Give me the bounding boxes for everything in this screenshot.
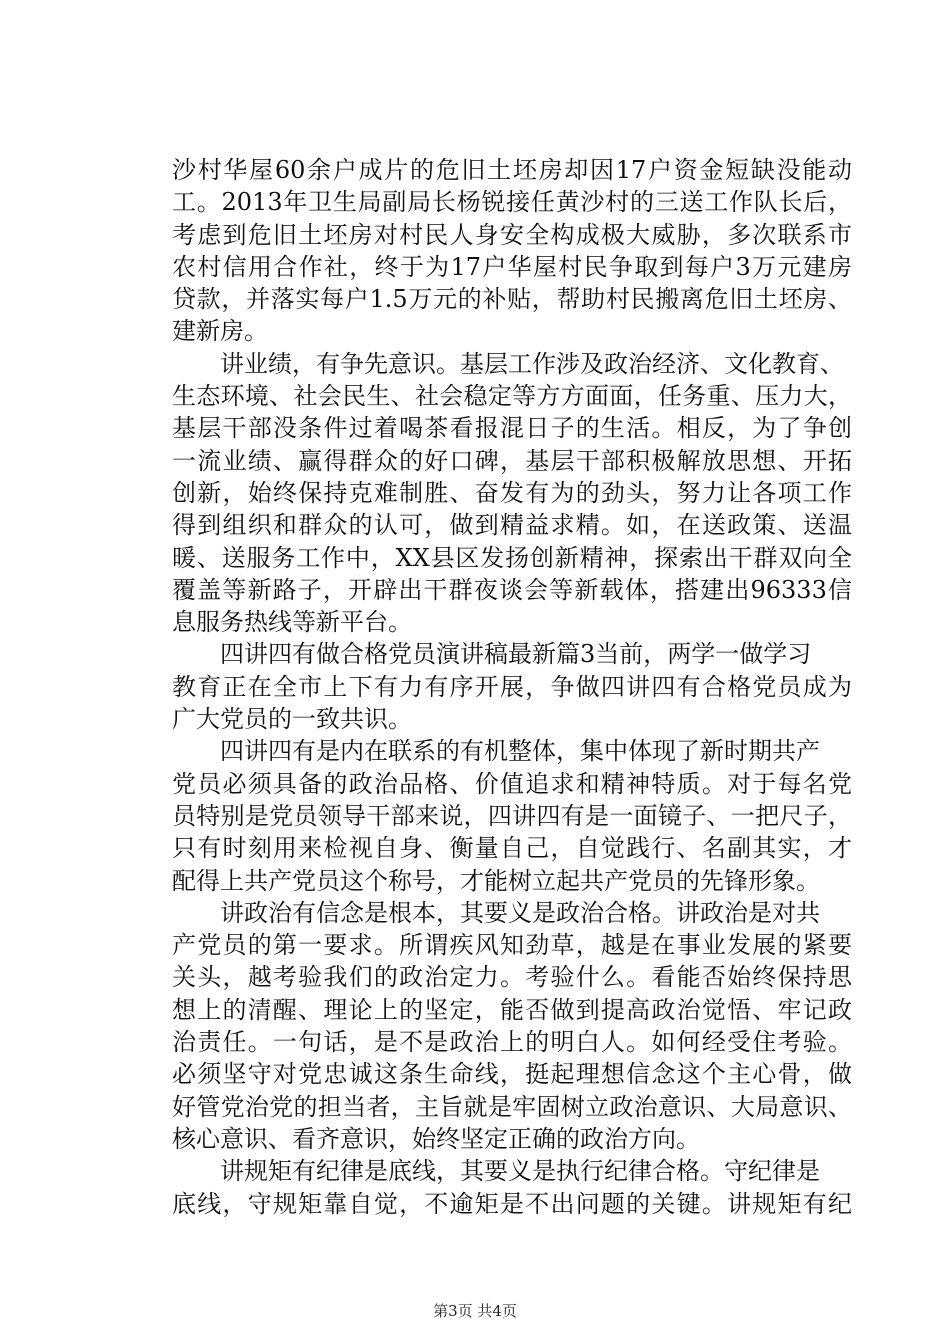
text-line: 想上的清醒、理论上的坚定，能否做到提高政治觉悟、牢记政 <box>172 995 852 1024</box>
text-line: 配得上共产党员这个称号，才能树立起共产党员的先锋形象。 <box>172 866 820 895</box>
text-line: 好管党治党的担当者，主旨就是牢固树立政治意识、大局意识、 <box>172 1092 852 1121</box>
paragraph-first-line: 讲业绩，有争先意识。基层工作涉及政治经济、文化教育、 <box>220 349 844 378</box>
paragraph-first-line: 四讲四有是内在联系的有机整体，集中体现了新时期共产 <box>220 737 820 766</box>
text-line: 教育正在全市上下有力有序开展，争做四讲四有合格党员成为 <box>172 672 852 701</box>
text-line: 关头，越考验我们的政治定力。考验什么。看能否始终保持思 <box>172 963 852 992</box>
text-line: 只有时刻用来检视自身、衡量自己，自觉践行、名副其实，才 <box>172 834 852 863</box>
document-body <box>172 154 852 1220</box>
text-line: 生态环境、社会民生、社会稳定等方方面面，任务重、压力大， <box>172 382 852 411</box>
page-number-footer: 第3页 共4页 <box>433 1302 517 1320</box>
text-line: 建新房。 <box>172 317 268 346</box>
text-line: 暖、送服务工作中，XX县区发扬创新精神，探索出干群双向全 <box>172 543 852 572</box>
text-line: 得到组织和群众的认可，做到精益求精。如，在送政策、送温 <box>172 511 852 540</box>
paragraph-first-line: 讲规矩有纪律是底线，其要义是执行纪律合格。守纪律是 <box>220 1157 820 1186</box>
text-line: 治责任。一句话，是不是政治上的明白人。如何经受住考验。 <box>172 1028 852 1057</box>
paragraph-first-line: 四讲四有做合格党员演讲稿最新篇3当前，两学一做学习 <box>220 640 812 669</box>
text-line: 基层干部没条件过着喝茶看报混日子的生活。相反，为了争创 <box>172 414 852 443</box>
text-line: 工。2013年卫生局副局长杨锐接任黄沙村的三送工作队长后， <box>172 188 852 217</box>
text-line: 一流业绩、赢得群众的好口碑，基层干部积极解放思想、开拓 <box>172 446 852 475</box>
text-line: 广大党员的一致共识。 <box>172 705 412 734</box>
text-line: 覆盖等新路子，开辟出干群夜谈会等新载体，搭建出96333信 <box>172 575 852 604</box>
text-line: 产党员的第一要求。所谓疾风知劲草，越是在事业发展的紧要 <box>172 931 852 960</box>
text-line: 贷款，并落实每户1.5万元的补贴，帮助村民搬离危旧土坯房、 <box>172 285 852 314</box>
text-line: 考虑到危旧土坯房对村民人身安全构成极大威胁，多次联系市 <box>172 220 852 249</box>
text-line: 沙村华屋60余户成片的危旧土坯房却因17户资金短缺没能动 <box>172 156 852 184</box>
text-line: 创新，始终保持克难制胜、奋发有为的劲头，努力让各项工作 <box>172 478 852 507</box>
paragraph-first-line: 讲政治有信念是根本，其要义是政治合格。讲政治是对共 <box>220 898 820 927</box>
text-line: 员特别是党员领导干部来说，四讲四有是一面镜子、一把尺子， <box>172 801 852 830</box>
text-line: 息服务热线等新平台。 <box>172 608 412 637</box>
text-line: 农村信用合作社，终于为17户华屋村民争取到每户3万元建房 <box>172 252 852 281</box>
text-line: 必须坚守对党忠诚这条生命线，挺起理想信念这个主心骨，做 <box>172 1060 852 1089</box>
text-line: 党员必须具备的政治品格、价值追求和精神特质。对于每名党 <box>172 769 852 798</box>
text-line: 底线，守规矩靠自觉，不逾矩是不出问题的关键。讲规矩有纪 <box>172 1189 852 1218</box>
text-line: 核心意识、看齐意识，始终坚定正确的政治方向。 <box>172 1124 700 1153</box>
